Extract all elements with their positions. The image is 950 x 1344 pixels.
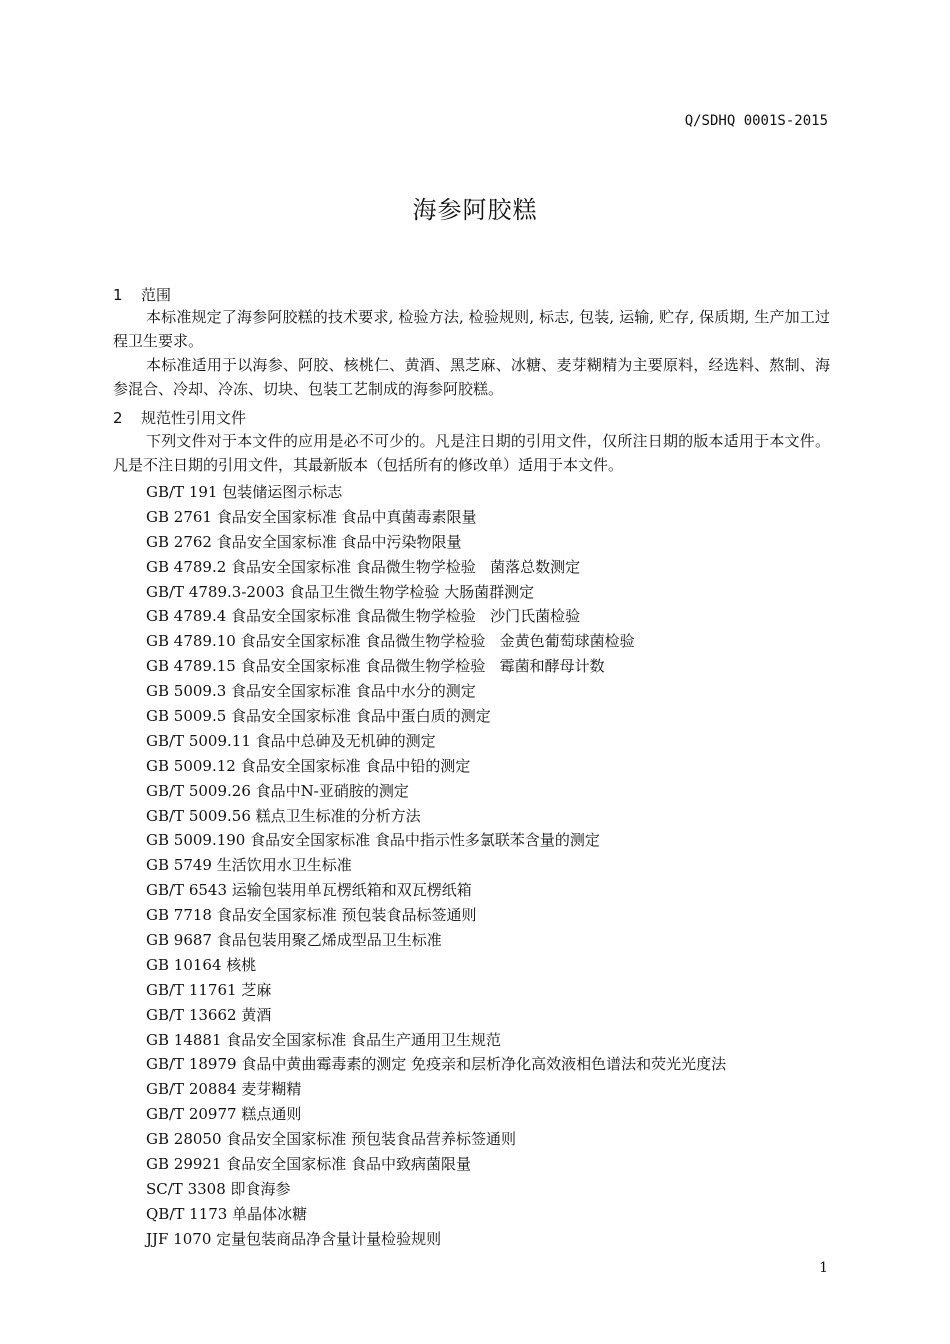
reference-item: GB 14881 食品安全国家标准 食品生产通用卫生规范 [146,1030,502,1049]
reference-item: GB/T 5009.56 糕点卫生标准的分析方法 [146,806,421,825]
section-heading-scope [113,284,171,305]
reference-item: GB 5009.190 食品安全国家标准 食品中指示性多氯联苯含量的测定 [146,831,600,850]
section-heading-references [113,407,246,428]
reference-item: GB 9687 食品包装用聚乙烯成型品卫生标准 [146,931,442,950]
reference-item: GB/T 11761 芝麻 [146,980,272,999]
scope-paragraph-1: 本标准规定了海参阿胶糕的技术要求, 检验方法, 检验规则, 标志, 包装, 运输, 贮存, 保质期, 生产加工过程卫生要求。 [113,308,830,350]
reference-item: GB/T 18979 食品中黄曲霉毒素的测定 免疫亲和层析净化高效液相色谱法和荧光光度法 [146,1055,727,1074]
page-number: 1 [819,1260,828,1276]
reference-item: GB 4789.10 食品安全国家标准 食品微生物学检验 金黄色葡萄球菌检验 [146,632,635,651]
reference-item: GB 5749 生活饮用水卫生标准 [146,856,352,875]
reference-item: GB 5009.5 食品安全国家标准 食品中蛋白质的测定 [146,707,491,726]
section-title: 范围 [141,286,172,304]
reference-item: GB 4789.15 食品安全国家标准 食品微生物学检验 霉菌和酵母计数 [146,657,605,676]
reference-item: GB 28050 食品安全国家标准 预包装食品营养标签通则 [146,1130,517,1149]
reference-item: GB/T 5009.11 食品中总砷及无机砷的测定 [146,731,436,750]
reference-item: GB/T 20977 糕点通则 [146,1105,302,1124]
reference-item: GB 4789.2 食品安全国家标准 食品微生物学检验 菌落总数测定 [146,557,581,576]
scope-paragraph-2: 本标准适用于以海参、阿胶、核桃仁、黄酒、黑芝麻、冰糖、麦芽糊精为主要原料，经选料、熬制、海参混合、冷却、冷冻、切块、包装工艺制成的海参阿胶糕。 [113,356,830,398]
reference-item: GB 5009.12 食品安全国家标准 食品中铅的测定 [146,756,471,775]
reference-item: GB/T 4789.3-2003 食品卫生微生物学检验 大肠菌群测定 [146,582,535,601]
references-intro: 下列文件对于本文件的应用是必不可少的。凡是注日期的引用文件，仅所注日期的版本适用于本文件。凡是不注日期的引用文件，其最新版本（包括所有的修改单）适用于本文件。 [113,432,830,474]
reference-item: QB/T 1173 单晶体冰糖 [146,1204,308,1223]
reference-list [146,480,726,1252]
reference-item: JJF 1070 定量包装商品净含量计量检验规则 [146,1229,442,1248]
reference-item: GB/T 5009.26 食品中N-亚硝胺的测定 [146,781,409,800]
reference-item: GB/T 6543 运输包装用单瓦楞纸箱和双瓦楞纸箱 [146,881,472,900]
section-number: 2 [113,409,123,427]
reference-item: GB 2762 食品安全国家标准 食品中污染物限量 [146,532,462,551]
reference-item: GB/T 13662 黄酒 [146,1005,272,1024]
reference-item: GB 5009.3 食品安全国家标准 食品中水分的测定 [146,682,476,701]
reference-item: GB 29921 食品安全国家标准 食品中致病菌限量 [146,1155,472,1174]
reference-item: GB/T 20884 麦芽糊精 [146,1080,302,1099]
document-number: Q/SDHQ 0001S-2015 [684,113,828,129]
reference-item: GB 7718 食品安全国家标准 预包装食品标签通则 [146,906,477,925]
section-title: 规范性引用文件 [141,409,247,427]
reference-item: GB/T 191 包装储运图示标志 [146,483,343,501]
document-title: 海参阿胶糕 [412,196,538,224]
section-number: 1 [113,286,123,304]
reference-item: GB 4789.4 食品安全国家标准 食品微生物学检验 沙门氏菌检验 [146,607,581,626]
reference-item: GB 2761 食品安全国家标准 食品中真菌毒素限量 [146,507,477,526]
reference-item: SC/T 3308 即食海参 [146,1179,291,1198]
reference-item: GB 10164 核桃 [146,955,257,974]
